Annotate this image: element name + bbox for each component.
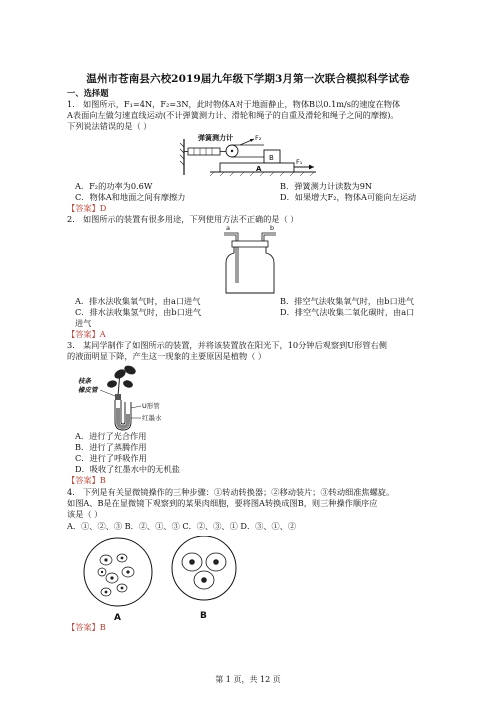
q1-block-b-label: B	[269, 154, 274, 162]
q2-tube-b-label: b	[270, 224, 275, 232]
q1-text-line: 下列说法错误的是（ ）	[67, 121, 152, 131]
q2-option-a: A．排水法收集氧气时，由a口进气	[75, 296, 201, 306]
q2-option-d-cont: 进气	[75, 318, 92, 328]
q3-utube-figure	[78, 362, 170, 432]
q4-options: A．①、②、③ B．②、①、③ C．②、③、① D．③、①、②	[67, 521, 297, 531]
q1-meter-label: 弹簧测力计	[198, 134, 233, 142]
q1-block-a-label: A	[256, 165, 262, 173]
q4-text-line: 该是（ ）	[67, 509, 103, 519]
q4-text-line: 4． 下列是有关显微镜操作的三种步骤：①转动转换器；②移动装片；③转动细准焦螺旋。	[67, 487, 395, 497]
q3-answer: 【答案】B	[67, 475, 106, 485]
q4-text-line: 如图A、B是在显微镜下观察到的某果肉细胞，要将图A转换成图B，则三种操作顺序应	[67, 498, 378, 508]
q3-utube-label: U形管	[142, 402, 160, 410]
q1-text-line: A表面向左做匀速直线运动(不计弹簧测力计、滑轮和绳子的自重及滑轮和绳子之间的摩擦)。	[67, 110, 399, 120]
q1-f1-label: F₁	[296, 158, 303, 166]
q2-tube-a-label: a	[226, 224, 230, 232]
q1-pulley-figure	[180, 131, 320, 181]
q1-f2-label: F₂	[255, 134, 262, 142]
q3-ink-label: 红墨水	[142, 414, 162, 422]
q1-option-d: D．如果增大F₂，物体A可能向左运动	[280, 192, 417, 202]
page-footer: 第 1 页，共 12 页	[215, 675, 281, 684]
q4-view-b-label: B	[200, 611, 207, 621]
q1-answer: 【答案】D	[67, 203, 107, 213]
q2-answer: 【答案】A	[67, 329, 106, 339]
q4-answer: 【答案】B	[67, 622, 106, 632]
q3-text-line: 3． 某同学制作了如图所示的装置，并将该装置放在阳光下，10分钟后观察到U形管右侧	[67, 340, 387, 350]
q1-option-b: B．弹簧测力计读数为9N	[280, 181, 373, 191]
q1-option-a: A．F₂的功率为0.6W	[75, 181, 153, 191]
q1-text-line: 1． 如图所示，F₁=4N，F₂=3N，此时物体A对于地面静止，物体B以0.1m/s的速度在物体	[67, 99, 401, 109]
q3-text-line: 的液面明显下降，产生这一现象的主要原因是植物（ ）	[67, 351, 267, 361]
q2-option-d: D．排空气法收集二氧化碳时，由a口	[280, 307, 415, 317]
q2-text-line: 2． 如图所示的装置有很多用途，下列使用方法不正确的是（ ）	[67, 214, 299, 224]
q3-option-a: A．进行了光合作用	[75, 431, 147, 441]
q2-option-b: B．排空气法收集氧气时，由b口进气	[280, 296, 415, 306]
q4-microscope-figure	[80, 536, 260, 622]
q3-option-b: B．进行了蒸腾作用	[75, 442, 147, 452]
q3-rubber-tube-label: 橡皮管	[78, 386, 98, 394]
q2-bottle-figure	[220, 223, 280, 297]
q2-option-c: C．排水法收集氢气时，由b口进气	[75, 307, 202, 317]
q3-branch-label: 枝条	[78, 377, 91, 385]
q3-option-c: C．进行了呼吸作用	[75, 453, 147, 463]
page-title: 温州市苍南县六校2019届九年级下学期3月第一次联合模拟科学试卷	[86, 73, 410, 85]
q1-option-c: C．物体A和地面之间有摩擦力	[75, 192, 186, 202]
section-heading: 一、选择题	[67, 88, 109, 98]
q3-option-d: D．吸收了红墨水中的无机盐	[75, 464, 180, 474]
q4-view-a-label: A	[114, 613, 121, 622]
